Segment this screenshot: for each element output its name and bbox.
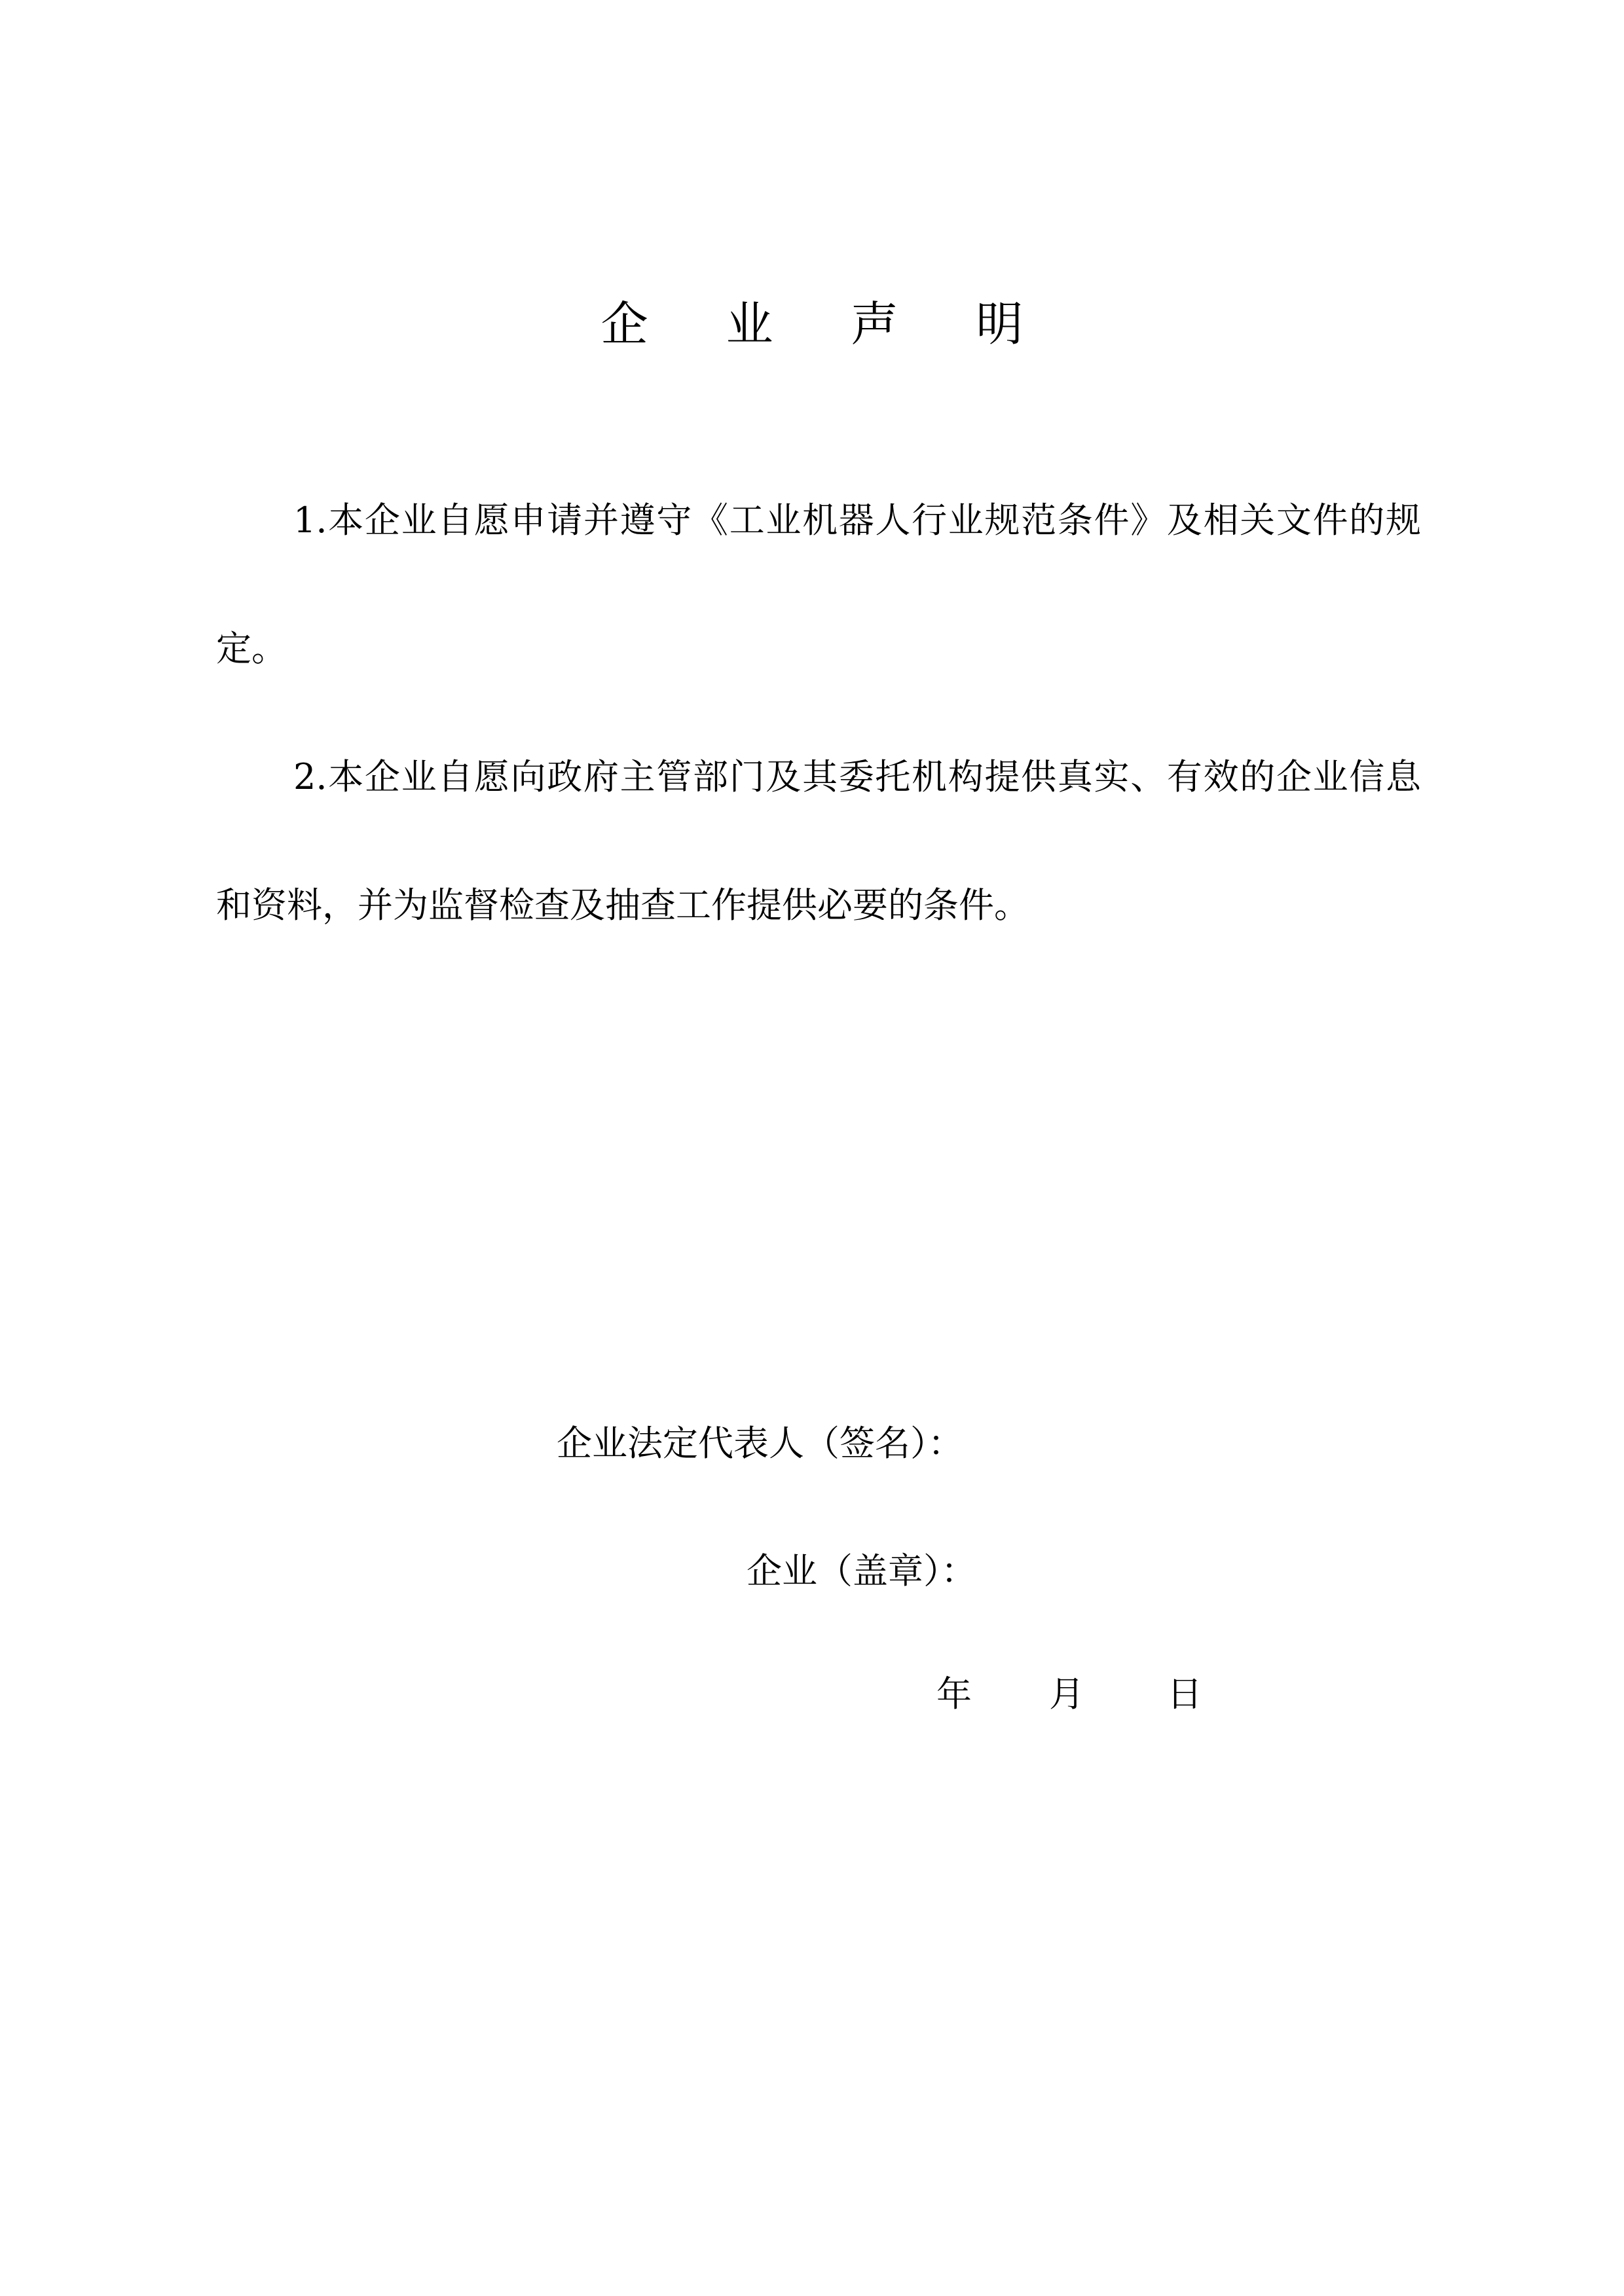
company-seal-label: 企业（盖章）：: [747, 1550, 976, 1592]
legal-representative-signature-label: 企业法定代表人（签名）：: [557, 1423, 963, 1464]
document-title: 企 业 声 明: [600, 297, 1055, 352]
declaration-item-2-text: 2.本企业自愿向政府主管部门及其委托机构提供真实、有效的企业信息和资料，并为监督检查及抽查工作提供必要的条件。: [216, 756, 1421, 926]
date-line: [936, 1668, 1211, 1721]
date-day-label: 日: [1167, 1673, 1202, 1715]
declaration-item-2: [216, 713, 1421, 970]
date-year-label: 年: [936, 1673, 972, 1715]
declaration-item-1: [216, 456, 1421, 713]
date-month-label: 月: [1049, 1673, 1084, 1715]
declaration-item-1-text: 1.本企业自愿申请并遵守《工业机器人行业规范条件》及相关文件的规定。: [216, 500, 1421, 669]
